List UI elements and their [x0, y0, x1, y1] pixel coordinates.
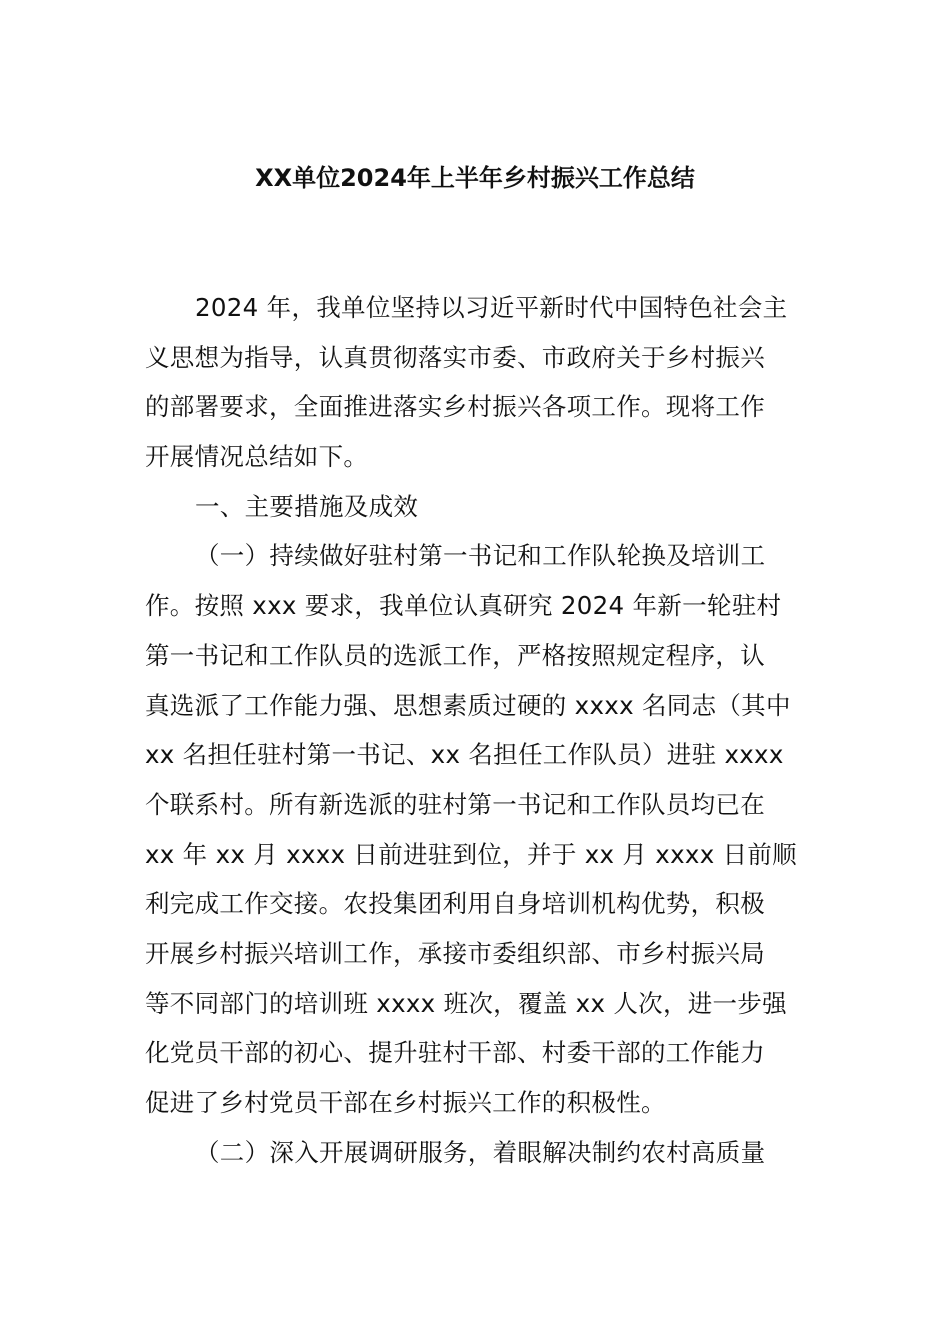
- document-title: XX单位2024年上半年乡村振兴工作总结: [255, 164, 695, 192]
- paragraph-line: 的部署要求，全面推进落实乡村振兴各项工作。现将工作: [145, 392, 765, 422]
- paragraph-line: xx 年 xx 月 xxxx 日前进驻到位，并于 xx 月 xxxx 日前顺: [145, 839, 797, 869]
- paragraph-line: 作。按照 xxx 要求，我单位认真研究 2024 年新一轮驻村: [145, 591, 782, 621]
- paragraph-line: （二）深入开展调研服务，着眼解决制约农村高质量: [195, 1137, 766, 1167]
- paragraph-line: 开展情况总结如下。: [145, 442, 369, 472]
- paragraph-line: xx 名担任驻村第一书记、xx 名担任工作队员）进驻 xxxx: [145, 740, 784, 770]
- paragraph-line: 真选派了工作能力强、思想素质过硬的 xxxx 名同志（其中: [145, 690, 791, 720]
- paragraph-line: 个联系村。所有新选派的驻村第一书记和工作队员均已在: [145, 789, 765, 819]
- paragraph-line: 2024 年，我单位坚持以习近平新时代中国特色社会主: [195, 293, 788, 322]
- paragraph-line: 促进了乡村党员干部在乡村振兴工作的积极性。: [145, 1088, 666, 1117]
- document-body: [145, 283, 807, 1177]
- paragraph-line: 等不同部门的培训班 xxxx 班次，覆盖 xx 人次，进一步强: [145, 988, 787, 1018]
- paragraph-line: 化党员干部的初心、提升驻村干部、村委干部的工作能力: [145, 1038, 765, 1068]
- paragraph-line: 义思想为指导，认真贯彻落实市委、市政府关于乡村振兴: [145, 342, 765, 372]
- paragraph-line: 开展乡村振兴培训工作，承接市委组织部、市乡村振兴局: [145, 938, 765, 968]
- paragraph-line: 利完成工作交接。农投集团利用自身培训机构优势，积极: [145, 889, 765, 919]
- paragraph-line: （一）持续做好驻村第一书记和工作队轮换及培训工: [195, 541, 766, 571]
- paragraph-line: 第一书记和工作队员的选派工作，严格按照规定程序，认: [145, 640, 765, 670]
- section-heading: 一、主要措施及成效: [195, 491, 419, 521]
